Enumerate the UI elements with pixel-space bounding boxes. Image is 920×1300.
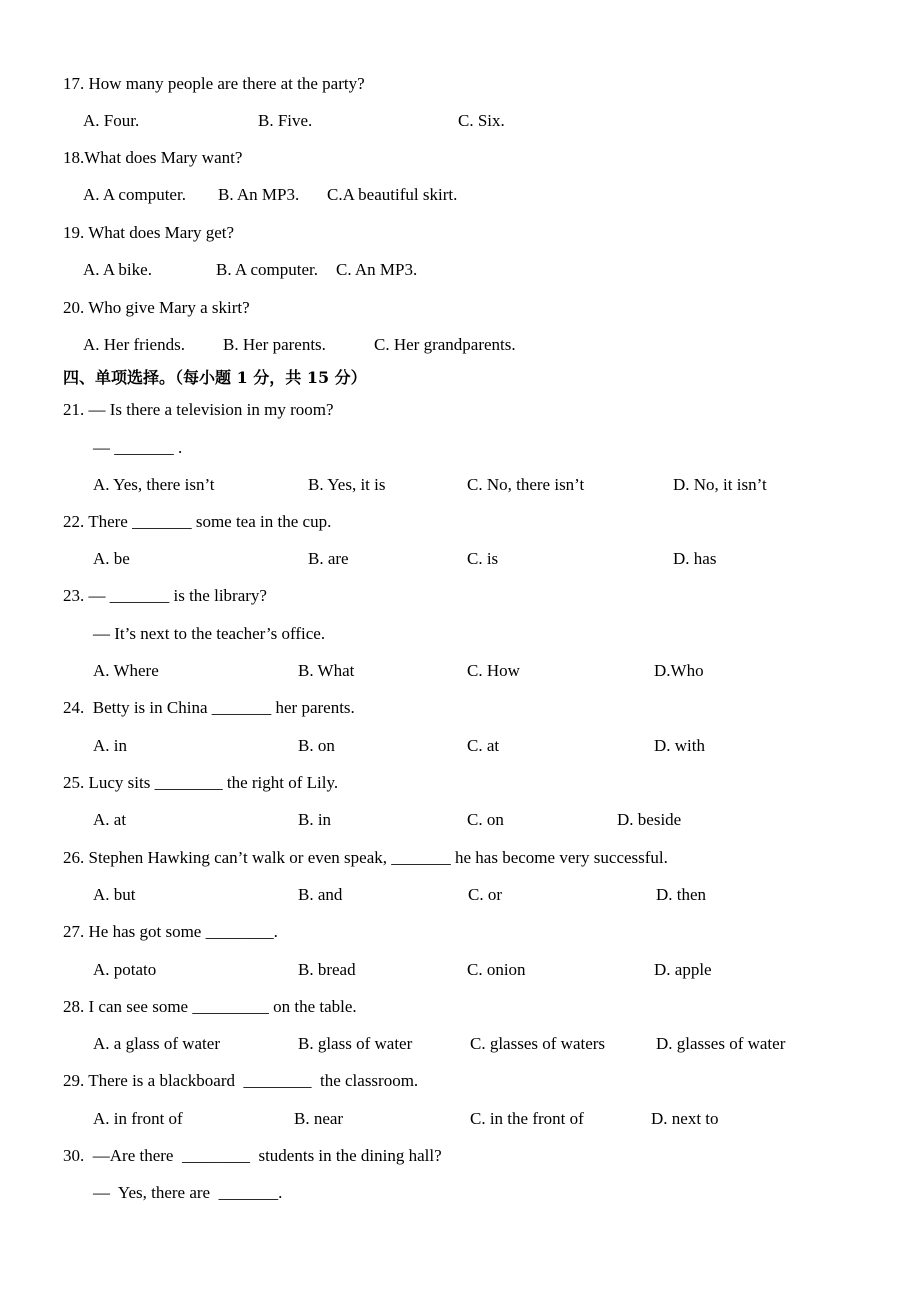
option: D. has xyxy=(673,549,717,568)
question-text: What does Mary want? xyxy=(84,148,243,167)
option: C. No, there isn’t xyxy=(467,475,585,494)
question-21: 21. — Is there a television in my room? xyxy=(63,400,334,419)
question-23: 23. — _______ is the library? xyxy=(63,586,267,605)
question-text: What does Mary get? xyxy=(88,223,235,242)
question-28: 28. I can see some _________ on the table. xyxy=(63,997,357,1016)
option: B. An MP3. xyxy=(218,185,300,204)
option: C. in the front of xyxy=(470,1109,584,1128)
option: D. glasses of water xyxy=(656,1034,786,1053)
option: D. No, it isn’t xyxy=(673,475,767,494)
question-27: 27. He has got some ________. xyxy=(63,922,278,941)
option: A. be xyxy=(93,549,130,568)
answer-line: — Yes, there are _______. xyxy=(93,1183,283,1202)
option: A. A computer. xyxy=(83,185,186,204)
option: C. is xyxy=(467,549,499,568)
question-number: 17. xyxy=(63,74,85,93)
option: D. with xyxy=(654,736,705,755)
question-text: Who give Mary a skirt? xyxy=(88,298,250,317)
option: B. Yes, it is xyxy=(308,475,386,494)
option: C. glasses of waters xyxy=(470,1034,606,1053)
answer-line: — _______ . xyxy=(93,438,183,457)
option: C. Six. xyxy=(458,111,505,130)
question-number: 18. xyxy=(63,148,85,167)
option: B. Five. xyxy=(258,111,313,130)
option: B. are xyxy=(308,549,349,568)
option: D. apple xyxy=(654,960,712,979)
question-29: 29. There is a blackboard ________ the classroom. xyxy=(63,1071,419,1090)
option: D. next to xyxy=(651,1109,719,1128)
option: D.Who xyxy=(654,661,704,680)
section-heading: 四、单项选择。（每小题 1 分，共 15 分） xyxy=(63,368,367,387)
option: B. What xyxy=(298,661,355,680)
option: C. on xyxy=(467,810,504,829)
question-number: 19. xyxy=(63,223,85,242)
option: C. Her grandparents. xyxy=(374,335,516,354)
option: A. Her friends. xyxy=(83,335,185,354)
question-18 xyxy=(63,148,242,168)
option: A. potato xyxy=(93,960,157,979)
option: A. Where xyxy=(93,661,159,680)
option: C.A beautiful skirt. xyxy=(327,185,458,204)
option: B. in xyxy=(298,810,332,829)
question-19 xyxy=(63,223,234,243)
option: B. Her parents. xyxy=(223,335,326,354)
option: B. bread xyxy=(298,960,356,979)
question-20 xyxy=(63,298,250,318)
option: A. a glass of water xyxy=(93,1034,220,1053)
question-number: 20. xyxy=(63,298,85,317)
option: B. glass of water xyxy=(298,1034,413,1053)
question-25: 25. Lucy sits ________ the right of Lily. xyxy=(63,773,339,792)
option: C. or xyxy=(468,885,502,904)
question-26: 26. Stephen Hawking can’t walk or even speak, _______ he has become very successful. xyxy=(63,848,668,867)
option: A. but xyxy=(93,885,136,904)
option: A. Yes, there isn’t xyxy=(93,475,215,494)
option: B. A computer. xyxy=(216,260,318,279)
option: A. at xyxy=(93,810,127,829)
option: B. on xyxy=(298,736,335,755)
question-17 xyxy=(63,74,365,94)
question-22: 22. There _______ some tea in the cup. xyxy=(63,512,332,531)
option: C. at xyxy=(467,736,500,755)
option: B. and xyxy=(298,885,343,904)
option: A. in front of xyxy=(93,1109,183,1128)
question-30: 30. —Are there ________ students in the dining hall? xyxy=(63,1146,442,1165)
option: D. beside xyxy=(617,810,682,829)
option: A. A bike. xyxy=(83,260,152,279)
option: C. How xyxy=(467,661,520,680)
option: B. near xyxy=(294,1109,344,1128)
question-24: 24. Betty is in China _______ her parents. xyxy=(63,698,355,717)
option: A. Four. xyxy=(83,111,140,130)
option: D. then xyxy=(656,885,707,904)
question-text: How many people are there at the party? xyxy=(88,74,365,93)
option: C. An MP3. xyxy=(336,260,418,279)
option: C. onion xyxy=(467,960,526,979)
option: A. in xyxy=(93,736,127,755)
answer-line: — It’s next to the teacher’s office. xyxy=(93,624,326,643)
